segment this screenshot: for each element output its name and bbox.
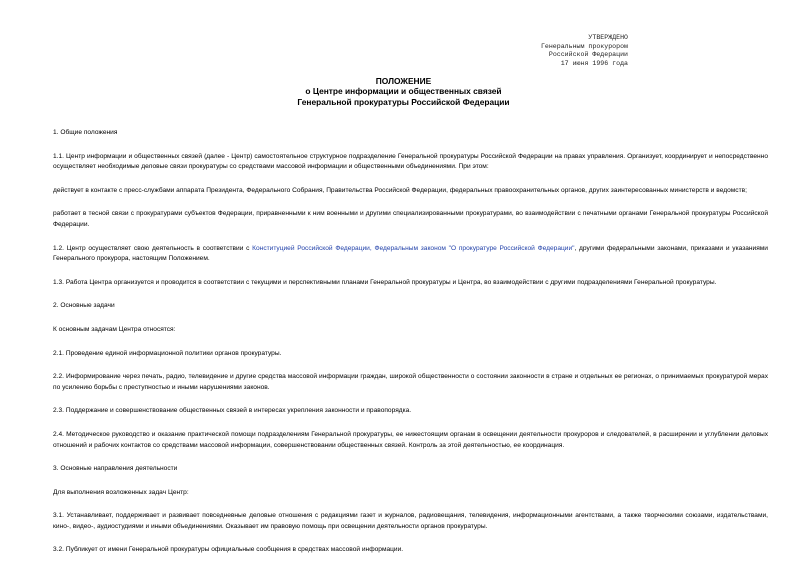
approval-line: Генеральным прокурором [540,42,628,50]
paragraph [53,244,768,265]
paragraph: 3.1. Устанавливает, поддерживает и развивает повседневные деловые отношения с редакциями газет и журналов, радиовещания, телевидения, информационными агентствами, а также творческими союзами, издательствами, кино-, видео-, аудиостудиями и иными объединениями. Оказывает им правовую помощь при освещении деятельности органов прокуратуры. [53,512,768,530]
document-title [0,76,807,107]
law-link[interactable]: Конституцией Российской Федерации, Федеральным законом "О прокуратуре Российской Федерации" [252,244,575,252]
section-heading: 1. Общие положения [53,129,118,136]
title-line: ПОЛОЖЕНИЕ [375,76,432,86]
paragraph: 2.3. Поддержание и совершенствование общественных связей в интересах укрепления законности и правопорядка. [53,407,412,415]
document-body [53,128,768,556]
approval-date: 17 июня 1996 года [560,59,628,67]
paragraph-text: 1.2. Центр осуществляет свою деятельность в соответствии с [53,244,253,252]
paragraph: 3.2. Публикует от имени Генеральной прокуратуры официальные сообщения в средствах массовой информации. [53,546,404,554]
paragraph-text: , другими федеральными законами, приказами и указаниями Генерального прокурора, настоящим Положением. [53,244,768,263]
paragraph: 1.3. Работа Центра организуется и проводится в соответствии с текущими и перспективными планами Генеральной прокуратуры и Центра, во взаимодействии с другими подразделениями Генеральной прокуратуры. [53,278,717,286]
paragraph: 2.1. Проведение единой информационной политики органов прокуратуры. [53,349,282,357]
paragraph: действует в контакте с пресс-службами аппарата Президента, Федерального Собрания, Правительства Российской Федерации, федеральных правоохранительных органов, других заинтересованных министерств и ведомств; [53,186,747,194]
title-line: Генеральной прокуратуры Российской Федерации [297,96,510,107]
title-line: о Центре информации и общественных связей [305,86,502,97]
paragraph: Для выполнения возложенных задач Центр: [53,488,189,496]
approval-stamp [541,34,628,68]
paragraph: 2.4. Методическое руководство и оказание практической помощи подразделениям Генеральной прокуратуры, ее нижестоящим органам в освещении деятельности прокуроров и следователей, в расширении и углублении деловых отношений и рабочих контактов со средствами массовой информации, совершенствовании общественных связей. Контроль за этой деятельностью, ее координация. [53,430,768,449]
approval-line: Российской Федерации [548,51,628,59]
section-heading: 3. Основные направления деятельности [53,465,178,473]
paragraph: К основным задачам Центра относятся: [53,325,176,333]
section-heading: 2. Основные задачи [53,302,115,310]
paragraph: 2.2. Информирование через печать, радио, телевидение и другие средства массовой информации граждан, широкой общественности о состоянии законности в стране и отдельных ее регионах, о принимаемых прокуратурой мерах по усилению борьбы с преступностью и иными нарушениями законов. [53,373,768,391]
approval-line: УТВЕРЖДЕНО [588,34,628,41]
paragraph: 1.1. Центр информации и общественных связей (далее - Центр) самостоятельное структурное подразделение Генеральной прокуратуры Российской Федерации на правах управления. Организует, координирует и непосредственно осуществляет необходимые деловые связи прокуратуры со средствами массовой информации и общественными объединениями. При этом: [53,152,768,171]
paragraph: работает в тесной связи с прокуратурами субъектов Федерации, приравненными к ним военными и другими специализированными прокуратурами, во взаимодействии с печатными органами Генеральной прокуратуры Российской Федерации. [53,210,768,228]
